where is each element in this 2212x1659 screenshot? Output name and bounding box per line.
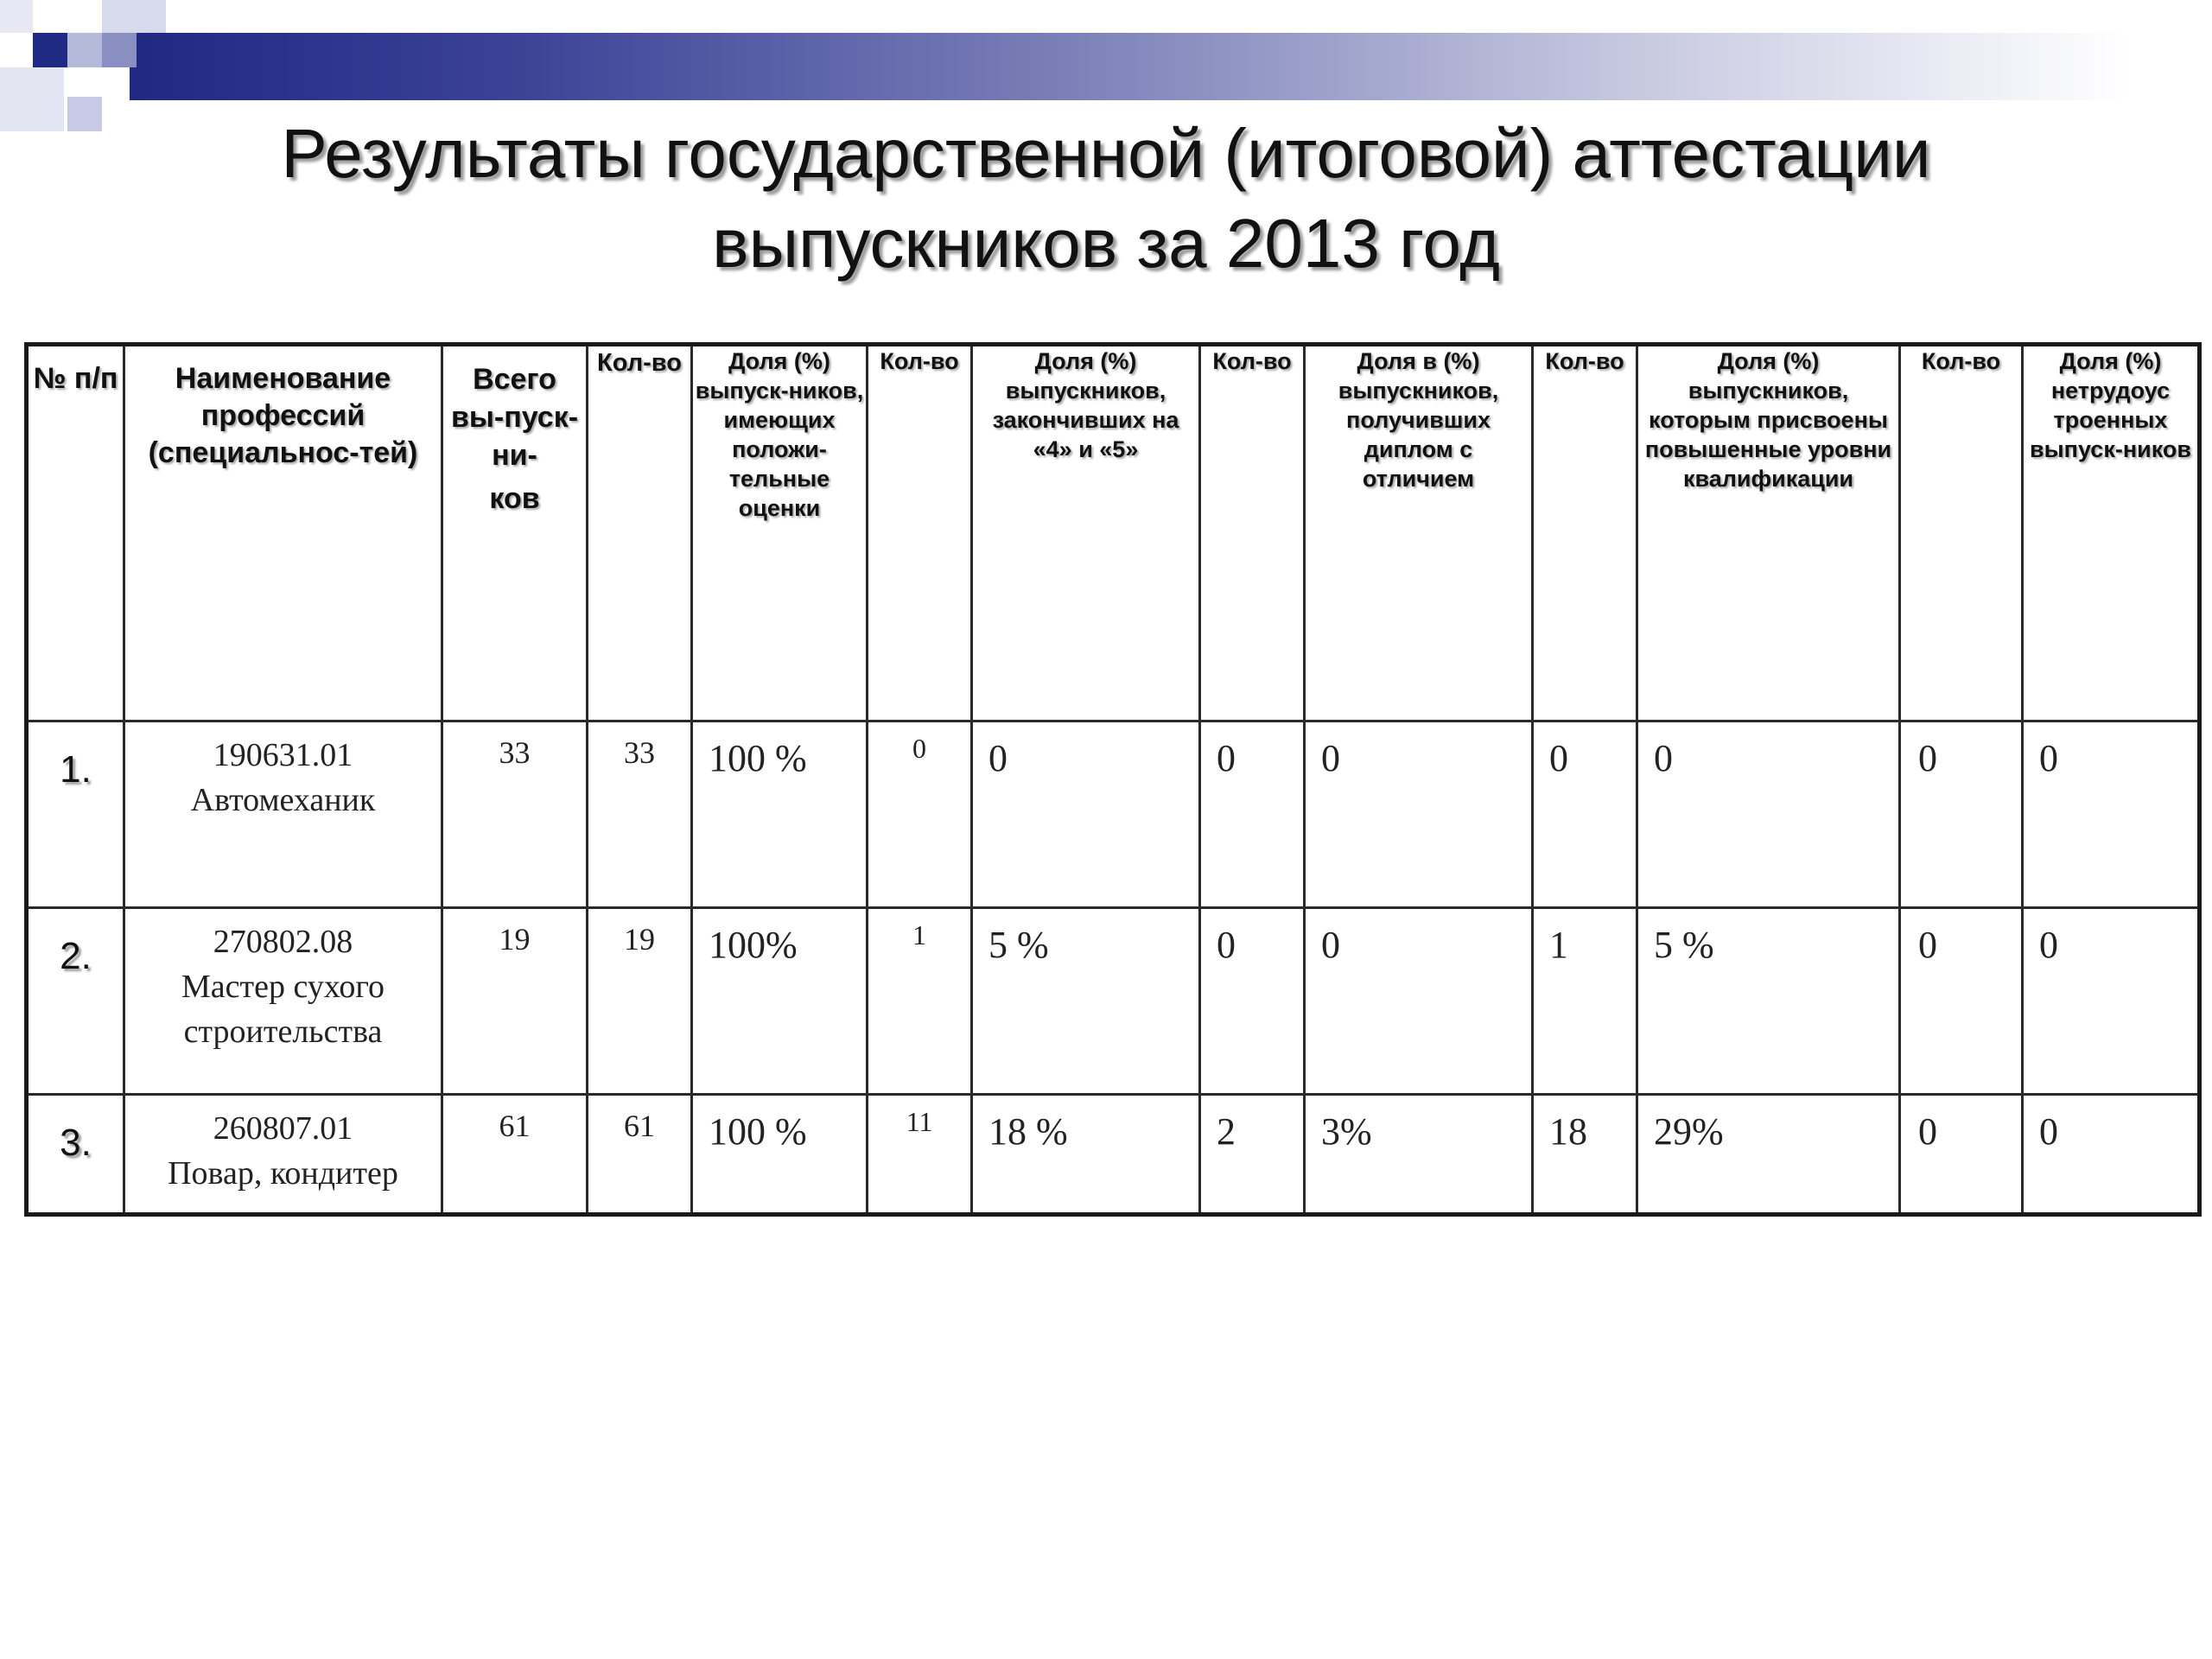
share-positive-cell: 100 % bbox=[692, 721, 868, 908]
share-qualification-cell: 0 bbox=[1637, 721, 1900, 908]
total-cell: 19 bbox=[442, 907, 588, 1094]
count-honors-cell: 0 bbox=[1200, 721, 1305, 908]
table-row bbox=[27, 907, 2200, 1094]
count-good-cell: 1 bbox=[868, 907, 972, 1094]
decor-square bbox=[102, 33, 137, 67]
profession-code: 190631.01 bbox=[213, 737, 353, 773]
header-share-qualification: Доля (%) выпускников, которым присвоены повышенные уровни квалификации bbox=[1637, 345, 1900, 721]
profession-code: 260807.01 bbox=[213, 1109, 353, 1147]
decor-square bbox=[0, 0, 33, 33]
slide-title-line-1: Результаты государственной (итоговой) аттестации bbox=[281, 115, 1931, 192]
header-count-positive: Кол-во bbox=[588, 345, 692, 721]
count-good-cell: 11 bbox=[868, 1094, 972, 1214]
count-good-cell: 0 bbox=[868, 721, 972, 908]
count-positive-cell: 33 bbox=[588, 721, 692, 908]
header-count-qualification: Кол-во bbox=[1533, 345, 1637, 721]
header-share-honors: Доля в (%) выпускников, получивших диплом с отличием bbox=[1305, 345, 1533, 721]
count-qualification-cell: 1 bbox=[1533, 907, 1637, 1094]
share-good-cell: 5 % bbox=[972, 907, 1200, 1094]
table-header bbox=[27, 345, 2200, 721]
table-row bbox=[27, 721, 2200, 908]
header-share-unemployed: Доля (%) нетрудоус троенных выпуск-ников bbox=[2023, 345, 2200, 721]
decor-square-accent bbox=[33, 33, 67, 67]
share-qualification-cell: 5 % bbox=[1637, 907, 1900, 1094]
share-honors-cell: 0 bbox=[1305, 907, 1533, 1094]
share-honors-cell: 0 bbox=[1305, 721, 1533, 908]
share-unemployed-cell: 0 bbox=[2023, 907, 2200, 1094]
header-count-unemployed: Кол-во bbox=[1900, 345, 2023, 721]
row-number: 1. bbox=[27, 721, 124, 908]
row-number: 3. bbox=[27, 1094, 124, 1214]
share-positive-cell: 100% bbox=[692, 907, 868, 1094]
count-positive-cell: 61 bbox=[588, 1094, 692, 1214]
count-honors-cell: 0 bbox=[1200, 907, 1305, 1094]
header-row bbox=[27, 345, 2200, 721]
table-row bbox=[27, 1094, 2200, 1214]
header-share-good: Доля (%) выпускников, закончивших на «4» и «5» bbox=[972, 345, 1200, 721]
slide-title-line-2: выпускников за 2013 год bbox=[712, 205, 1500, 282]
decor-square bbox=[0, 67, 64, 131]
profession-cell bbox=[124, 1094, 442, 1214]
header-total bbox=[442, 345, 588, 721]
count-unemployed-cell: 0 bbox=[1900, 907, 2023, 1094]
header-num: № п/п bbox=[27, 345, 124, 721]
header-count-good: Кол-во bbox=[868, 345, 972, 721]
share-honors-cell: 3% bbox=[1305, 1094, 1533, 1214]
slide-title bbox=[69, 109, 2143, 289]
profession-name: Мастер сухого строительства bbox=[181, 968, 385, 1050]
header-share-positive: Доля (%) выпуск-ников, имеющих положи-тельные оценки bbox=[692, 345, 868, 721]
decor-square bbox=[67, 33, 102, 67]
header-count-honors: Кол-во bbox=[1200, 345, 1305, 721]
count-qualification-cell: 18 bbox=[1533, 1094, 1637, 1214]
count-unemployed-cell: 0 bbox=[1900, 721, 2023, 908]
profession-code: 270802.08 bbox=[213, 923, 353, 960]
profession-cell bbox=[124, 907, 442, 1094]
header-total-line2: ков bbox=[489, 482, 540, 515]
share-unemployed-cell: 0 bbox=[2023, 721, 2200, 908]
share-good-cell: 18 % bbox=[972, 1094, 1200, 1214]
header-gradient-bar bbox=[130, 33, 2212, 100]
results-table bbox=[24, 342, 2202, 1217]
count-unemployed-cell: 0 bbox=[1900, 1094, 2023, 1214]
share-good-cell: 0 bbox=[972, 721, 1200, 908]
share-positive-cell: 100 % bbox=[692, 1094, 868, 1214]
share-qualification-cell: 29% bbox=[1637, 1094, 1900, 1214]
count-positive-cell: 19 bbox=[588, 907, 692, 1094]
header-profession: Наименование профессий (специальнос-тей) bbox=[124, 345, 442, 721]
count-honors-cell: 2 bbox=[1200, 1094, 1305, 1214]
decor-square bbox=[102, 0, 166, 33]
table-body bbox=[27, 721, 2200, 1215]
total-cell: 61 bbox=[442, 1094, 588, 1214]
total-cell: 33 bbox=[442, 721, 588, 908]
share-unemployed-cell: 0 bbox=[2023, 1094, 2200, 1214]
count-qualification-cell: 0 bbox=[1533, 721, 1637, 908]
profession-name: Автомеханик bbox=[190, 782, 376, 818]
row-number: 2. bbox=[27, 907, 124, 1094]
header-total-line1: Всего вы-пуск-ни- bbox=[450, 363, 579, 472]
profession-cell bbox=[124, 721, 442, 908]
profession-name: Повар, кондитер bbox=[168, 1154, 398, 1192]
